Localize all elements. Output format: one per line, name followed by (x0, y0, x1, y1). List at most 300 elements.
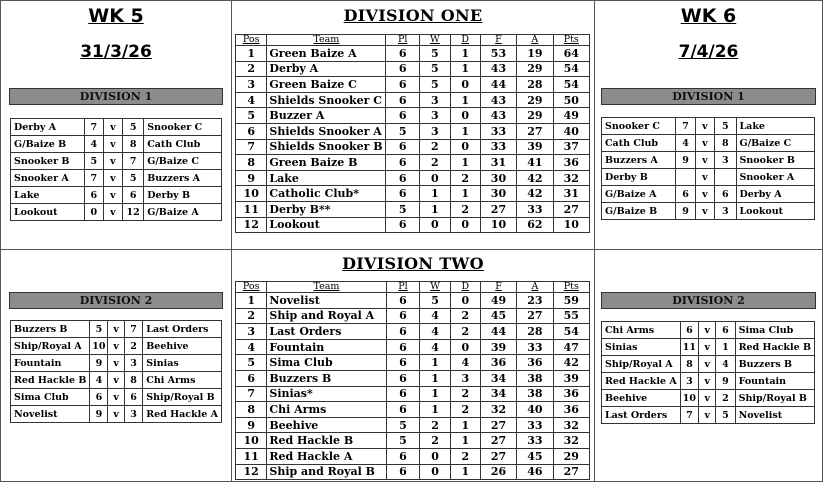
fixture-row (11, 389, 222, 406)
away-score: 6 (715, 186, 736, 203)
frames-against: 38 (517, 386, 553, 402)
frames-for: 33 (480, 123, 516, 139)
points: 32 (553, 417, 589, 433)
frames-for: 53 (480, 46, 516, 62)
pos: 2 (236, 61, 267, 77)
table-row (236, 123, 590, 139)
team: Green Baize A (267, 46, 386, 62)
week6-title: WK 6 (680, 5, 737, 27)
frames-for: 27 (480, 448, 516, 464)
points: 10 (553, 217, 589, 233)
frames-against: 29 (517, 108, 553, 124)
frames-for: 44 (480, 324, 516, 340)
away-score: 6 (123, 187, 144, 204)
won: 2 (420, 155, 450, 171)
team: Buzzers B (267, 370, 386, 386)
table-row (236, 324, 590, 340)
played: 6 (386, 92, 420, 108)
home-team: Snooker A (11, 170, 85, 187)
frames-for: 10 (480, 217, 516, 233)
team: Last Orders (267, 324, 386, 340)
away-score: 2 (124, 338, 142, 355)
points: 59 (553, 293, 589, 309)
drawn: 2 (450, 324, 480, 340)
versus: v (103, 153, 122, 170)
home-score: 10 (90, 338, 108, 355)
drawn: 0 (450, 217, 480, 233)
played: 6 (386, 170, 420, 186)
fixture-row (602, 373, 815, 390)
table-row (236, 370, 590, 386)
played: 6 (386, 108, 420, 124)
versus: v (695, 135, 714, 152)
away-score: 5 (123, 119, 144, 136)
won: 5 (420, 77, 450, 93)
versus: v (103, 136, 122, 153)
drawn: 1 (450, 433, 480, 449)
versus: v (103, 187, 122, 204)
division-one-table (235, 34, 590, 233)
week6-division2-label: DIVISION 2 (601, 292, 816, 309)
frames-against: 45 (517, 448, 553, 464)
pos: 5 (236, 355, 267, 371)
team: Red Hackle A (267, 448, 386, 464)
played: 6 (386, 46, 420, 62)
table-row (236, 170, 590, 186)
won: 4 (420, 324, 450, 340)
pos: 8 (236, 402, 267, 418)
points: 36 (553, 155, 589, 171)
versus: v (699, 322, 716, 339)
drawn: 1 (450, 92, 480, 108)
drawn: 1 (450, 46, 480, 62)
fixture-row (602, 322, 815, 339)
week5-date: 31/3/26 (80, 42, 152, 62)
table-row (236, 308, 590, 324)
team: Green Baize B (267, 155, 386, 171)
header-frames-against: A (517, 282, 553, 293)
team: Lookout (267, 217, 386, 233)
table-row (236, 77, 590, 93)
pos: 9 (236, 170, 267, 186)
points: 27 (553, 201, 589, 217)
home-score: 9 (676, 203, 695, 220)
week5-division2-fixtures (10, 320, 222, 423)
away-team: Cath Club (144, 136, 222, 153)
won: 5 (420, 293, 450, 309)
table-row (236, 139, 590, 155)
away-team: Snooker C (144, 119, 222, 136)
away-score: 8 (124, 372, 142, 389)
frames-against: 42 (517, 170, 553, 186)
pos: 7 (236, 386, 267, 402)
fixture-row (11, 136, 222, 153)
versus: v (108, 389, 125, 406)
away-score: 2 (716, 390, 735, 407)
points: 29 (553, 448, 589, 464)
home-team: Fountain (11, 355, 90, 372)
team: Shields Snooker A (267, 123, 386, 139)
home-score: 0 (84, 204, 103, 221)
away-team: Lake (736, 118, 815, 135)
away-score: 8 (123, 136, 144, 153)
header-played: Pl (386, 282, 420, 293)
away-score: 1 (716, 339, 735, 356)
team: Chi Arms (267, 402, 386, 418)
away-score: 3 (124, 355, 142, 372)
away-team: Buzzers A (144, 170, 222, 187)
away-score: 7 (123, 153, 144, 170)
versus: v (108, 406, 125, 423)
frames-for: 33 (480, 139, 516, 155)
pos: 8 (236, 155, 267, 171)
frames-against: 29 (517, 92, 553, 108)
versus: v (699, 373, 716, 390)
drawn: 1 (450, 123, 480, 139)
played: 6 (386, 186, 420, 202)
drawn: 1 (450, 417, 480, 433)
fixture-row (602, 390, 815, 407)
won: 1 (420, 186, 450, 202)
home-team: Red Hackle A (602, 373, 681, 390)
versus: v (695, 186, 714, 203)
table-row (236, 46, 590, 62)
won: 1 (420, 386, 450, 402)
points: 55 (553, 308, 589, 324)
home-score: 9 (90, 355, 108, 372)
played: 6 (386, 339, 420, 355)
frames-for: 34 (480, 386, 516, 402)
played: 6 (386, 324, 420, 340)
frames-against: 33 (517, 201, 553, 217)
team: Shields Snooker B (267, 139, 386, 155)
team: Beehive (267, 417, 386, 433)
home-score: 4 (90, 372, 108, 389)
team: Green Baize C (267, 77, 386, 93)
away-score: 3 (715, 203, 736, 220)
frames-against: 33 (517, 433, 553, 449)
versus: v (108, 338, 125, 355)
team: Buzzer A (267, 108, 386, 124)
away-score: 3 (124, 406, 142, 423)
home-team: Sima Club (11, 389, 90, 406)
points: 36 (553, 402, 589, 418)
frames-against: 39 (517, 139, 553, 155)
away-team: Red Hackle B (735, 339, 814, 356)
points: 54 (553, 77, 589, 93)
home-score: 8 (680, 356, 698, 373)
frames-against: 46 (517, 464, 553, 480)
header-won: W (420, 282, 450, 293)
home-team: Buzzers B (11, 321, 90, 338)
away-team: Sima Club (735, 322, 814, 339)
home-score: 7 (84, 170, 103, 187)
played: 5 (386, 123, 420, 139)
table-row (236, 155, 590, 171)
points: 39 (553, 370, 589, 386)
drawn: 2 (450, 170, 480, 186)
drawn: 1 (450, 464, 480, 480)
header-drawn: D (450, 282, 480, 293)
played: 6 (386, 355, 420, 371)
header-points: Pts (553, 282, 589, 293)
week6-division1-label: DIVISION 1 (601, 88, 816, 105)
won: 1 (420, 402, 450, 418)
pos: 1 (236, 46, 267, 62)
fixture-row (11, 170, 222, 187)
pos: 10 (236, 186, 267, 202)
versus: v (108, 355, 125, 372)
versus: v (695, 169, 714, 186)
home-score (676, 169, 695, 186)
played: 6 (386, 402, 420, 418)
table-row (236, 201, 590, 217)
drawn: 2 (450, 201, 480, 217)
pos: 3 (236, 77, 267, 93)
fixture-row (602, 339, 815, 356)
versus: v (699, 339, 716, 356)
versus: v (699, 390, 716, 407)
table-row (236, 355, 590, 371)
fixture-row (11, 338, 222, 355)
away-team: Buzzers B (735, 356, 814, 373)
week6-division2-fixtures (601, 321, 815, 424)
fixture-row (11, 321, 222, 338)
frames-for: 27 (480, 201, 516, 217)
team: Shields Snooker C (267, 92, 386, 108)
versus: v (108, 372, 125, 389)
pos: 6 (236, 123, 267, 139)
home-team: Snooker B (11, 153, 85, 170)
home-score: 9 (676, 152, 695, 169)
won: 0 (420, 464, 450, 480)
table-row (236, 464, 590, 480)
pos: 12 (236, 217, 267, 233)
week6-date: 7/4/26 (678, 42, 739, 62)
home-team: Last Orders (602, 407, 681, 424)
pos: 11 (236, 201, 267, 217)
home-team: Cath Club (602, 135, 676, 152)
away-team: Ship/Royal B (735, 390, 814, 407)
home-score: 11 (680, 339, 698, 356)
won: 3 (420, 108, 450, 124)
away-score: 7 (124, 321, 142, 338)
frames-for: 27 (480, 433, 516, 449)
home-score: 6 (680, 322, 698, 339)
versus: v (695, 152, 714, 169)
week5-title: WK 5 (88, 5, 144, 27)
away-team: Lookout (736, 203, 815, 220)
team: Sinias* (267, 386, 386, 402)
home-score: 6 (90, 389, 108, 406)
won: 3 (420, 92, 450, 108)
frames-for: 39 (480, 339, 516, 355)
home-score: 4 (84, 136, 103, 153)
fixture-row (11, 372, 222, 389)
away-team: G/Baize C (144, 153, 222, 170)
points: 54 (553, 324, 589, 340)
home-team: Sinias (602, 339, 681, 356)
week5-division1-fixtures (10, 118, 222, 221)
home-score: 7 (680, 407, 698, 424)
table-row (236, 108, 590, 124)
team: Lake (267, 170, 386, 186)
home-team: G/Baize A (602, 186, 676, 203)
team: Novelist (267, 293, 386, 309)
points: 40 (553, 123, 589, 139)
frames-against: 28 (517, 77, 553, 93)
pos: 2 (236, 308, 267, 324)
home-team: Lookout (11, 204, 85, 221)
fixture-row (11, 153, 222, 170)
frames-for: 26 (480, 464, 516, 480)
points: 32 (553, 433, 589, 449)
header-points: Pts (553, 35, 589, 46)
frames-against: 27 (517, 123, 553, 139)
won: 1 (420, 370, 450, 386)
played: 6 (386, 77, 420, 93)
points: 64 (553, 46, 589, 62)
won: 0 (420, 448, 450, 464)
played: 6 (386, 61, 420, 77)
fixture-row (11, 187, 222, 204)
team: Catholic Club* (267, 186, 386, 202)
home-score: 7 (676, 118, 695, 135)
frames-against: 28 (517, 324, 553, 340)
away-score: 6 (124, 389, 142, 406)
home-team: Ship/Royal A (11, 338, 90, 355)
won: 5 (420, 61, 450, 77)
played: 6 (386, 139, 420, 155)
frames-against: 33 (517, 417, 553, 433)
home-score: 5 (84, 153, 103, 170)
away-team: Last Orders (143, 321, 222, 338)
table-row (236, 217, 590, 233)
division-two-title: DIVISION TWO (342, 254, 484, 273)
away-score: 9 (716, 373, 735, 390)
away-team: Red Hackle A (143, 406, 222, 423)
frames-against: 29 (517, 61, 553, 77)
versus: v (103, 204, 122, 221)
home-score: 7 (84, 119, 103, 136)
pos: 6 (236, 370, 267, 386)
played: 6 (386, 308, 420, 324)
table-row (236, 433, 590, 449)
away-score: 5 (715, 118, 736, 135)
frames-for: 43 (480, 108, 516, 124)
frames-for: 32 (480, 402, 516, 418)
drawn: 0 (450, 108, 480, 124)
played: 6 (386, 155, 420, 171)
home-team: G/Baize B (11, 136, 85, 153)
frames-against: 42 (517, 186, 553, 202)
points: 47 (553, 339, 589, 355)
away-team: Derby A (736, 186, 815, 203)
pos: 7 (236, 139, 267, 155)
frames-against: 38 (517, 370, 553, 386)
division-one-panel (231, 0, 595, 250)
drawn: 1 (450, 155, 480, 171)
home-team: G/Baize B (602, 203, 676, 220)
home-score: 10 (680, 390, 698, 407)
played: 6 (386, 217, 420, 233)
played: 6 (386, 370, 420, 386)
header-won: W (420, 35, 450, 46)
header-frames-against: A (517, 35, 553, 46)
away-team: Snooker A (736, 169, 815, 186)
pos: 12 (236, 464, 267, 480)
away-team: Sinias (143, 355, 222, 372)
away-team: Chi Arms (143, 372, 222, 389)
away-team: Beehive (143, 338, 222, 355)
won: 1 (420, 355, 450, 371)
away-score: 5 (123, 170, 144, 187)
pos: 3 (236, 324, 267, 340)
pos: 1 (236, 293, 267, 309)
frames-against: 33 (517, 339, 553, 355)
points: 27 (553, 464, 589, 480)
won: 4 (420, 308, 450, 324)
table-row (236, 448, 590, 464)
points: 49 (553, 108, 589, 124)
frames-for: 44 (480, 77, 516, 93)
home-team: Buzzers A (602, 152, 676, 169)
week6-division1-panel (594, 0, 823, 250)
home-team: Derby A (11, 119, 85, 136)
played: 5 (386, 433, 420, 449)
versus: v (103, 170, 122, 187)
home-score: 4 (676, 135, 695, 152)
home-team: Lake (11, 187, 85, 204)
won: 5 (420, 46, 450, 62)
won: 4 (420, 339, 450, 355)
home-team: Beehive (602, 390, 681, 407)
frames-for: 43 (480, 61, 516, 77)
team: Fountain (267, 339, 386, 355)
won: 3 (420, 123, 450, 139)
home-team: Chi Arms (602, 322, 681, 339)
table-row (236, 339, 590, 355)
fixture-row (11, 355, 222, 372)
week5-division2-label: DIVISION 2 (9, 292, 223, 309)
fixture-row (602, 152, 815, 169)
division-two-panel (231, 249, 595, 482)
home-score: 6 (676, 186, 695, 203)
team: Red Hackle B (267, 433, 386, 449)
team: Ship and Royal B (267, 464, 386, 480)
points: 54 (553, 61, 589, 77)
division-two-table (235, 281, 590, 480)
frames-against: 23 (517, 293, 553, 309)
pos: 11 (236, 448, 267, 464)
drawn: 2 (450, 386, 480, 402)
frames-against: 19 (517, 46, 553, 62)
away-score: 8 (715, 135, 736, 152)
home-score: 5 (90, 321, 108, 338)
frames-for: 30 (480, 186, 516, 202)
table-row (236, 417, 590, 433)
played: 6 (386, 448, 420, 464)
pos: 10 (236, 433, 267, 449)
home-score: 9 (90, 406, 108, 423)
away-team: Snooker B (736, 152, 815, 169)
table-header (236, 282, 590, 293)
pos: 4 (236, 339, 267, 355)
week6-division2-panel (594, 249, 823, 482)
week5-division2-panel (0, 249, 232, 482)
frames-against: 40 (517, 402, 553, 418)
table-row (236, 402, 590, 418)
